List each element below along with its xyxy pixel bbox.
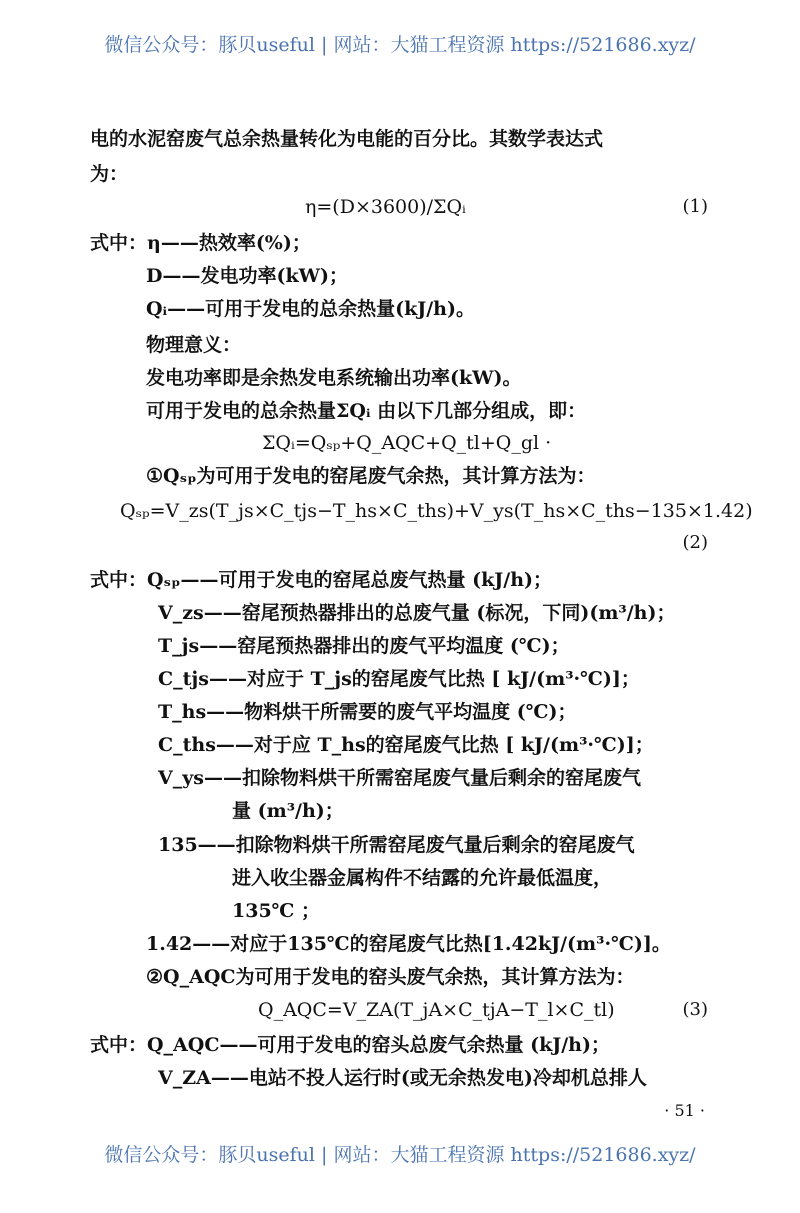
text-line: D——发电功率(kW)； — [146, 265, 348, 287]
equation-number-1: (1) — [682, 196, 708, 217]
text-line: C_tjs——对应于 T_js的窑尾废气比热 [ kJ/(m³·℃)]； — [158, 668, 640, 690]
equation-number-3: (3) — [682, 999, 708, 1020]
text-line: 量 (m³/h)； — [232, 800, 344, 822]
equation-1: η=(D×3600)/ΣQᵢ — [305, 196, 466, 218]
equation-2: Qₛₚ=V_zs(T_js×C_tjs−T_hs×C_ths)+V_ys(T_hs×C_ths−135×1.42) — [120, 500, 753, 522]
text-line: T_hs——物料烘干所需要的废气平均温度 (℃)； — [158, 701, 577, 723]
text-line: 物理意义： — [146, 334, 242, 356]
text-line: 135℃ ； — [232, 900, 321, 922]
watermark-top: 微信公众号：豚贝useful | 网站：大猫工程资源 https://521686.xyz/ — [104, 34, 696, 56]
equation-number-2: (2) — [682, 532, 708, 553]
text-line: 发电功率即是余热发电系统输出功率(kW)。 — [146, 367, 522, 389]
equation-3: Q_AQC=V_ZA(T_jA×C_tjA−T_l×C_tl) — [258, 999, 615, 1021]
text-line: ②Q_AQC为可用于发电的窑头废气余热，其计算方法为： — [146, 966, 635, 988]
text-line: 进入收尘器金属构件不结露的允许最低温度， — [232, 867, 613, 889]
text-line: C_ths——对于应 T_hs的窑尾废气比热 [ kJ/(m³·℃)]； — [158, 734, 654, 756]
text-line: 可用于发电的总余热量ΣQᵢ 由以下几部分组成，即： — [146, 400, 587, 422]
text-line: V_ZA——电站不投人运行时(或无余热发电)冷却机总排人 — [158, 1067, 647, 1089]
text-line: ①Qₛₚ为可用于发电的窑尾废气余热，其计算方法为： — [146, 465, 596, 487]
text-line: 式中：Qₛₚ——可用于发电的窑尾总废气热量 (kJ/h)； — [90, 569, 553, 591]
text-line: V_ys——扣除物料烘干所需窑尾废气量后剩余的窑尾废气 — [158, 767, 641, 789]
text-line: 为： — [90, 163, 129, 185]
text-line: 式中：Q_AQC——可用于发电的窑头总废气余热量 (kJ/h)； — [90, 1034, 610, 1056]
text-line: 式中：η——热效率(%)； — [90, 232, 311, 254]
equation-sum: ΣQᵢ=Qₛₚ+Q_AQC+Q_tl+Q_gl · — [262, 432, 552, 454]
text-line: 135——扣除物料烘干所需窑尾废气量后剩余的窑尾废气 — [158, 834, 635, 856]
page-number: · 51 · — [664, 1101, 705, 1120]
text-line: T_js——窑尾预热器排出的废气平均温度 (℃)； — [158, 635, 570, 657]
text-line: Qᵢ——可用于发电的总余热量(kJ/h)。 — [146, 298, 475, 320]
text-line: 1.42——对应于135℃的窑尾废气比热[1.42kJ/(m³·℃)]。 — [146, 933, 671, 955]
text-line: V_zs——窑尾预热器排出的总废气量 (标况，下同)(m³/h)； — [158, 602, 676, 624]
watermark-bottom: 微信公众号：豚贝useful | 网站：大猫工程资源 https://521686.xyz/ — [104, 1144, 696, 1166]
text-line: 电的水泥窑废气总余热量转化为电能的百分比。其数学表达式 — [90, 128, 604, 150]
